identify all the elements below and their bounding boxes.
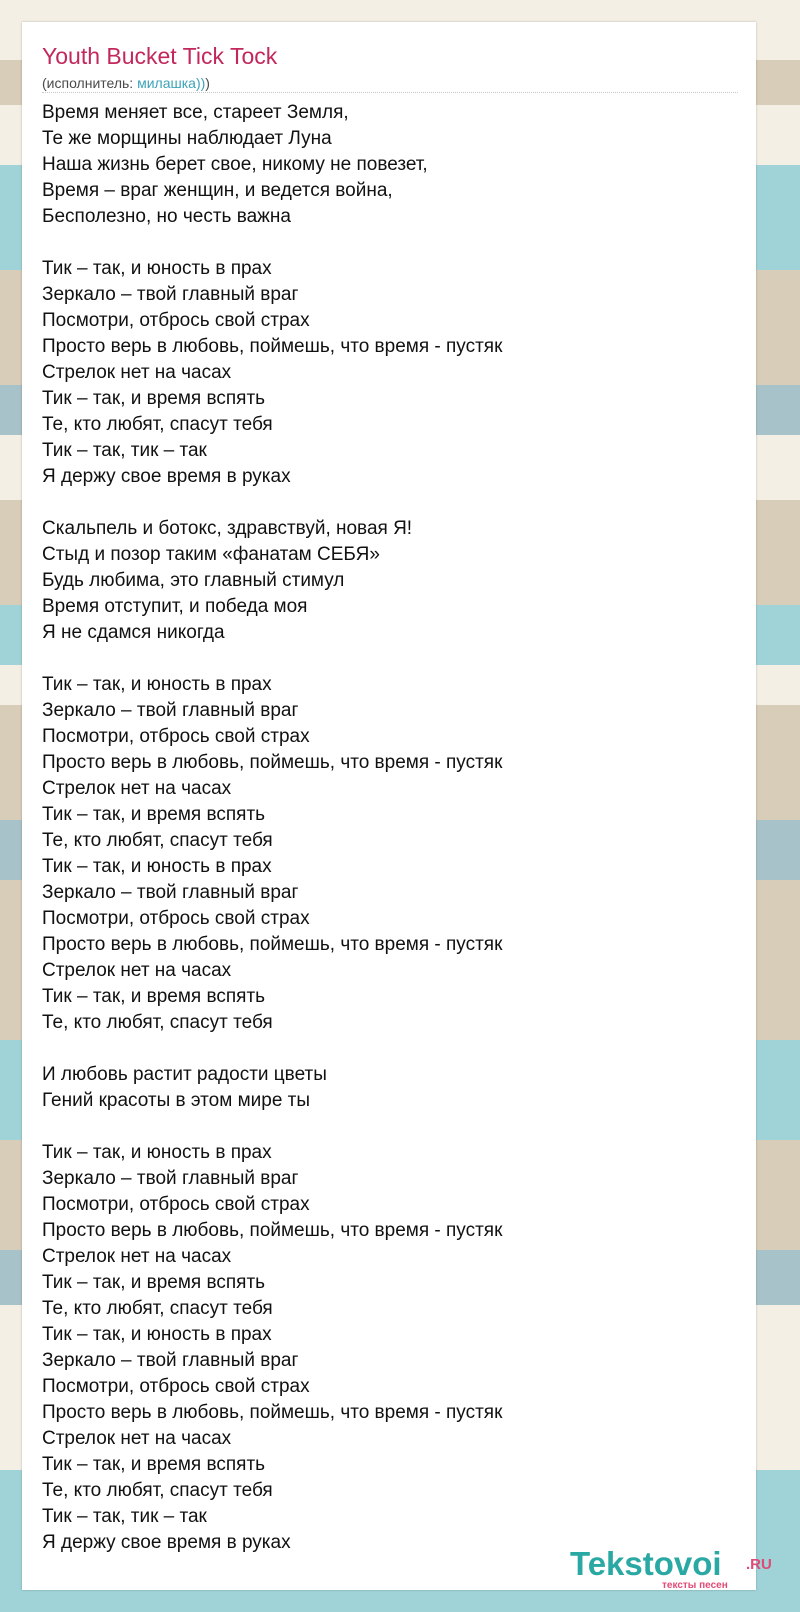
lyrics-line: Тик – так, и время вспять (42, 1454, 266, 1475)
artist-line (42, 74, 210, 92)
lyrics-line: Стрелок нет на часах (42, 778, 232, 799)
lyrics-line: Стрелок нет на часах (42, 1428, 232, 1449)
lyrics-line: Зеркало – твой главный враг (42, 284, 299, 305)
lyrics-line: Те же морщины наблюдает Луна (42, 128, 332, 149)
lyrics-line: Тик – так, и время вспять (42, 804, 266, 825)
lyrics-line: Зеркало – твой главный враг (42, 1350, 299, 1371)
lyrics-line: Посмотри, отбрось свой страх (42, 1194, 310, 1215)
lyrics-verse (42, 1140, 742, 1556)
lyrics-line: Зеркало – твой главный враг (42, 1168, 299, 1189)
lyrics-line: Время – враг женщин, и ведется война, (42, 180, 393, 201)
lyrics-line: Тик – так, тик – так (42, 1506, 207, 1527)
lyrics-line: Время отступит, и победа моя (42, 596, 308, 617)
lyrics-line: Бесполезно, но честь важна (42, 206, 291, 227)
lyrics-line: Тик – так, и время вспять (42, 986, 266, 1007)
lyrics-line: Тик – так, и юность в прах (42, 258, 272, 279)
lyrics-line: Стрелок нет на часах (42, 1246, 232, 1267)
lyrics-line: Просто верь в любовь, поймешь, что время - пустяк (42, 1402, 503, 1423)
lyrics-verse (42, 672, 742, 1036)
artist-suffix: ) (205, 75, 210, 91)
lyrics-line: Тик – так, и юность в прах (42, 1324, 272, 1345)
lyrics-line: Стрелок нет на часах (42, 960, 232, 981)
song-title: Youth Bucket Tick Tock (42, 43, 278, 69)
logo-tagline: тексты песен (662, 1580, 728, 1591)
title-divider (42, 92, 738, 93)
lyrics-line: Просто верь в любовь, поймешь, что время - пустяк (42, 1220, 503, 1241)
lyrics-line: Зеркало – твой главный враг (42, 882, 299, 903)
lyrics-line: Тик – так, и время вспять (42, 388, 266, 409)
lyrics-line: Тик – так, и юность в прах (42, 856, 272, 877)
lyrics-line: Те, кто любят, спасут тебя (42, 1012, 273, 1033)
lyrics-line: Те, кто любят, спасут тебя (42, 1480, 273, 1501)
site-logo[interactable] (570, 1547, 770, 1591)
lyrics-body (42, 100, 742, 1556)
logo-domain: .RU (746, 1556, 772, 1573)
lyrics-line: Время меняет все, стареет Земля, (42, 102, 349, 123)
lyrics-line: Будь любима, это главный стимул (42, 570, 345, 591)
lyrics-line: Тик – так, и юность в прах (42, 1142, 272, 1163)
lyrics-line: Тик – так, и юность в прах (42, 674, 272, 695)
lyrics-verse (42, 1062, 742, 1114)
logo-wordmark: Tekstovoi (570, 1545, 722, 1582)
lyrics-line: Просто верь в любовь, поймешь, что время - пустяк (42, 934, 503, 955)
lyrics-line: Тик – так, и время вспять (42, 1272, 266, 1293)
lyrics-line: Тик – так, тик – так (42, 440, 207, 461)
lyrics-line: Скальпель и ботокс, здравствуй, новая Я! (42, 518, 413, 539)
lyrics-line: Стыд и позор таким «фанатам СЕБЯ» (42, 544, 380, 565)
lyrics-line: Я не сдамся никогда (42, 622, 225, 643)
lyrics-verse (42, 256, 742, 490)
artist-link[interactable]: милашка)) (137, 75, 206, 91)
lyrics-line: И любовь растит радости цветы (42, 1064, 327, 1085)
lyrics-line: Я держу свое время в руках (42, 466, 291, 487)
lyrics-line: Те, кто любят, спасут тебя (42, 414, 273, 435)
lyrics-line: Просто верь в любовь, поймешь, что время - пустяк (42, 752, 503, 773)
lyrics-card (22, 22, 756, 1590)
lyrics-line: Посмотри, отбрось свой страх (42, 726, 310, 747)
artist-prefix: (исполнитель: (42, 75, 138, 91)
lyrics-line: Те, кто любят, спасут тебя (42, 830, 273, 851)
lyrics-line: Посмотри, отбрось свой страх (42, 310, 310, 331)
lyrics-verse (42, 100, 742, 230)
lyrics-line: Просто верь в любовь, поймешь, что время - пустяк (42, 336, 503, 357)
lyrics-verse (42, 516, 742, 646)
lyrics-line: Гений красоты в этом мире ты (42, 1090, 311, 1111)
lyrics-line: Те, кто любят, спасут тебя (42, 1298, 273, 1319)
lyrics-line: Посмотри, отбрось свой страх (42, 1376, 310, 1397)
lyrics-line: Я держу свое время в руках (42, 1532, 291, 1553)
lyrics-line: Наша жизнь берет свое, никому не повезет, (42, 154, 428, 175)
lyrics-line: Зеркало – твой главный враг (42, 700, 299, 721)
lyrics-line: Стрелок нет на часах (42, 362, 232, 383)
lyrics-line: Посмотри, отбрось свой страх (42, 908, 310, 929)
